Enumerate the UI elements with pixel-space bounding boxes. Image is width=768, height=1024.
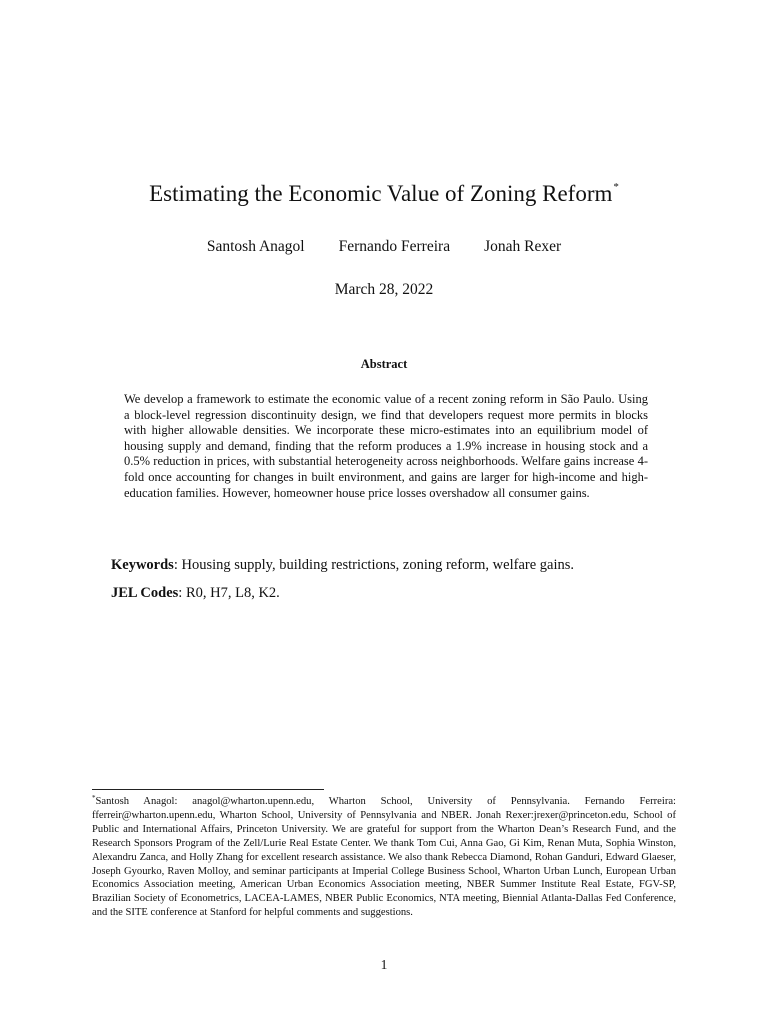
abstract-body: We develop a framework to estimate the economic value of a recent zoning reform in São Paulo. Using a block-level regression discontinuity design, we find that developers request more permits in blocks with higher allowable densities. We incorporate these micro-estimates into an equilibrium model of housing supply and demand, finding that the reform produces a 1.9% increase in housing stock and a 0.5% reduction in prices, with substantial heterogeneity across neighborhoods. Welfare gains increase 4-fold once accounting for changes in built environment, and gains are larger for high-income and high-education families. However, homeowner house price losses overshadow all consumer gains. bbox=[124, 392, 648, 500]
page-number: 1 bbox=[380, 957, 388, 972]
footnote bbox=[92, 792, 676, 920]
footnote-marker: * bbox=[92, 794, 96, 802]
publication-date: March 28, 2022 bbox=[334, 281, 434, 298]
title-footnote-marker: * bbox=[613, 181, 619, 193]
keywords-line bbox=[111, 556, 671, 574]
keywords-label: Keywords bbox=[111, 557, 174, 573]
footnote-text: Santosh Anagol: anagol@wharton.upenn.edu, Wharton School, University of Pennsylvania. Fernando Ferreira: fferreir@wharton.upenn.edu, Wharton School, University of Pennsylvania and NBER. Jonah Rexer:jrexer@princeton.edu, School of Public and International Affairs, Princeton University. We are grateful for support from the Wharton Dean’s Research Fund, and the Research Sponsors Program of the Zell/Lurie Real Estate Center. We thank Tom Cui, Anna Gao, Gi Kim, Renan Muta, Sophia Winston, Alexandru Zanca, and Holly Zhang for excellent research assistance. We also thank Rebecca Diamond, Rohan Ganduri, Edward Glaeser, Joseph Gyourko, Raven Molloy, and seminar participants at Imperial College Business School, Wharton Urban Lunch, European Urban Economics Association meeting, American Urban Economics Association meeting, NBER Summer Institute Real Estate, FGV-SP, Brazilian Society of Econometrics, LACEA-LAMES, NBER Public Economics, NTA meeting, Biennial Atlanta-Dallas Fed Conference, and the SITE conference at Stanford for helpful comments and suggestions. bbox=[92, 796, 676, 919]
paper-title bbox=[0, 172, 768, 209]
jel-codes-label: JEL Codes bbox=[111, 585, 179, 601]
paper-title-text: Estimating the Economic Value of Zoning Reform bbox=[149, 181, 613, 206]
jel-codes-text: : R0, H7, L8, K2. bbox=[178, 585, 280, 601]
author-name: Santosh Anagol bbox=[206, 238, 305, 255]
abstract-heading: Abstract bbox=[360, 357, 408, 371]
footnote-divider bbox=[92, 789, 324, 790]
author-list bbox=[0, 237, 768, 257]
keywords-text: : Housing supply, building restrictions, zoning reform, welfare gains. bbox=[173, 557, 574, 573]
author-name: Fernando Ferreira bbox=[338, 238, 451, 255]
jel-codes-line bbox=[111, 584, 671, 602]
author-name: Jonah Rexer bbox=[484, 238, 562, 255]
